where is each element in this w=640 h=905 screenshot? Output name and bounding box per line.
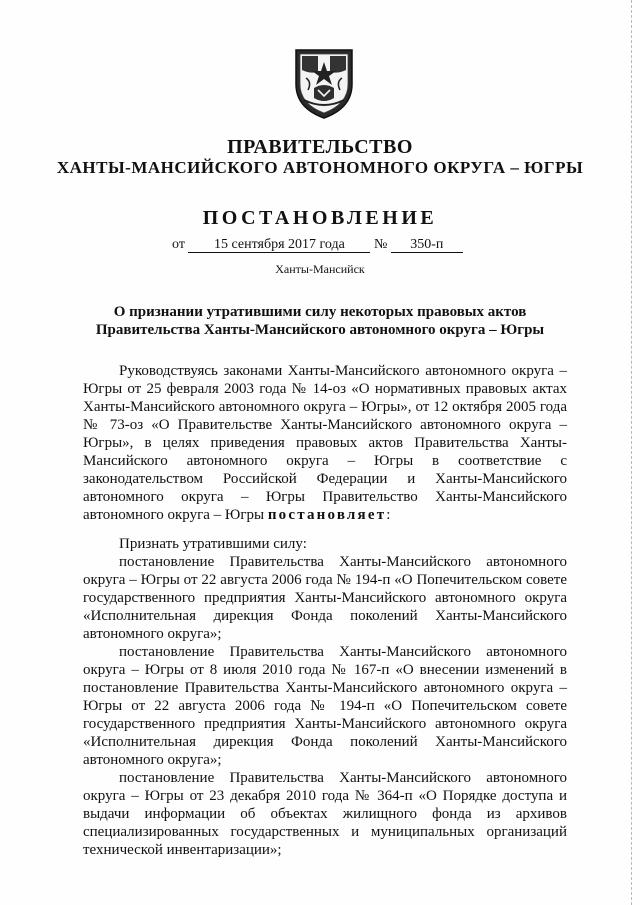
subject-line: Правительства Ханты-Мансийского автономного округа – Югры bbox=[95, 322, 545, 338]
repealed-act-item: постановление Правительства Ханты-Мансийского автономного округа – Югры от 8 июля 2010 года № 167-п «О внесении изменений в постановление Правительства Ханты-Мансийского автономного округа – Югры от 22 августа 2006 года № 194-п «О Попечительском совете государственного предприятия Ханты-Мансийского автономного округа «Исполнительная дирекция Фонда поколений Ханты-Мансийского автономного округа»; bbox=[83, 644, 567, 768]
document-subject bbox=[0, 303, 640, 339]
government-title: ПРАВИТЕЛЬСТВО bbox=[227, 136, 413, 158]
resolves-word: постановляет bbox=[267, 507, 387, 523]
khmao-coat-of-arms-icon bbox=[292, 44, 356, 120]
repealed-act-item: постановление Правительства Ханты-Мансийского автономного округа – Югры от 22 августа 2006 года № 194-п «О Попечительском совете государственного предприятия Ханты-Мансийского автономного округа «Исполнительная дирекция Фонда поколений Ханты-Мансийского автономного округа»; bbox=[83, 554, 567, 642]
place-of-issue: Ханты-Мансийск bbox=[275, 262, 365, 276]
government-subtitle: ХАНТЫ-МАНСИЙСКОГО АВТОНОМНОГО ОКРУГА – ЮГРЫ bbox=[56, 158, 584, 177]
repealed-act-item: постановление Правительства Ханты-Мансийского автономного округа – Югры от 23 декабря 2010 года № 364-п «О Порядке доступа и выдачи информации об объектах жилищного фонда из архивов специализированных государственных и муниципальных организаций технической инвентаризации»; bbox=[83, 770, 567, 858]
document-body bbox=[83, 362, 567, 859]
preamble-paragraph bbox=[83, 362, 567, 524]
preamble-text: Руководствуясь законами Ханты-Мансийского автономного округа – Югры от 25 февраля 2003 года № 14-оз «О нормативных правовых актах Ханты-Мансийского автономного округа – Югры», от 12 октября 2005 года № 73-оз «О Правительстве Ханты-Мансийского автономного округа – Югры», в целях приведения правовых актов Правительства Ханты-Мансийского автономного округа – Югры в соответствие с законодательством Российской Федерации и Ханты-Мансийского автономного округа – Югры Правительство Ханты-Мансийского автономного округа – Югры bbox=[83, 363, 567, 523]
document-number: 350-п bbox=[391, 237, 463, 253]
document-type: ПОСТАНОВЛЕНИЕ bbox=[202, 207, 438, 229]
date-prefix: от bbox=[172, 237, 185, 252]
number-prefix: № bbox=[373, 237, 388, 252]
document-date: 15 сентября 2017 года bbox=[188, 237, 370, 253]
subject-line: О признании утратившими силу некоторых правовых актов bbox=[113, 304, 527, 320]
date-number-line bbox=[172, 237, 463, 253]
resolution-intro: Признать утратившими силу: bbox=[119, 536, 307, 552]
resolves-suffix: : bbox=[386, 507, 391, 523]
